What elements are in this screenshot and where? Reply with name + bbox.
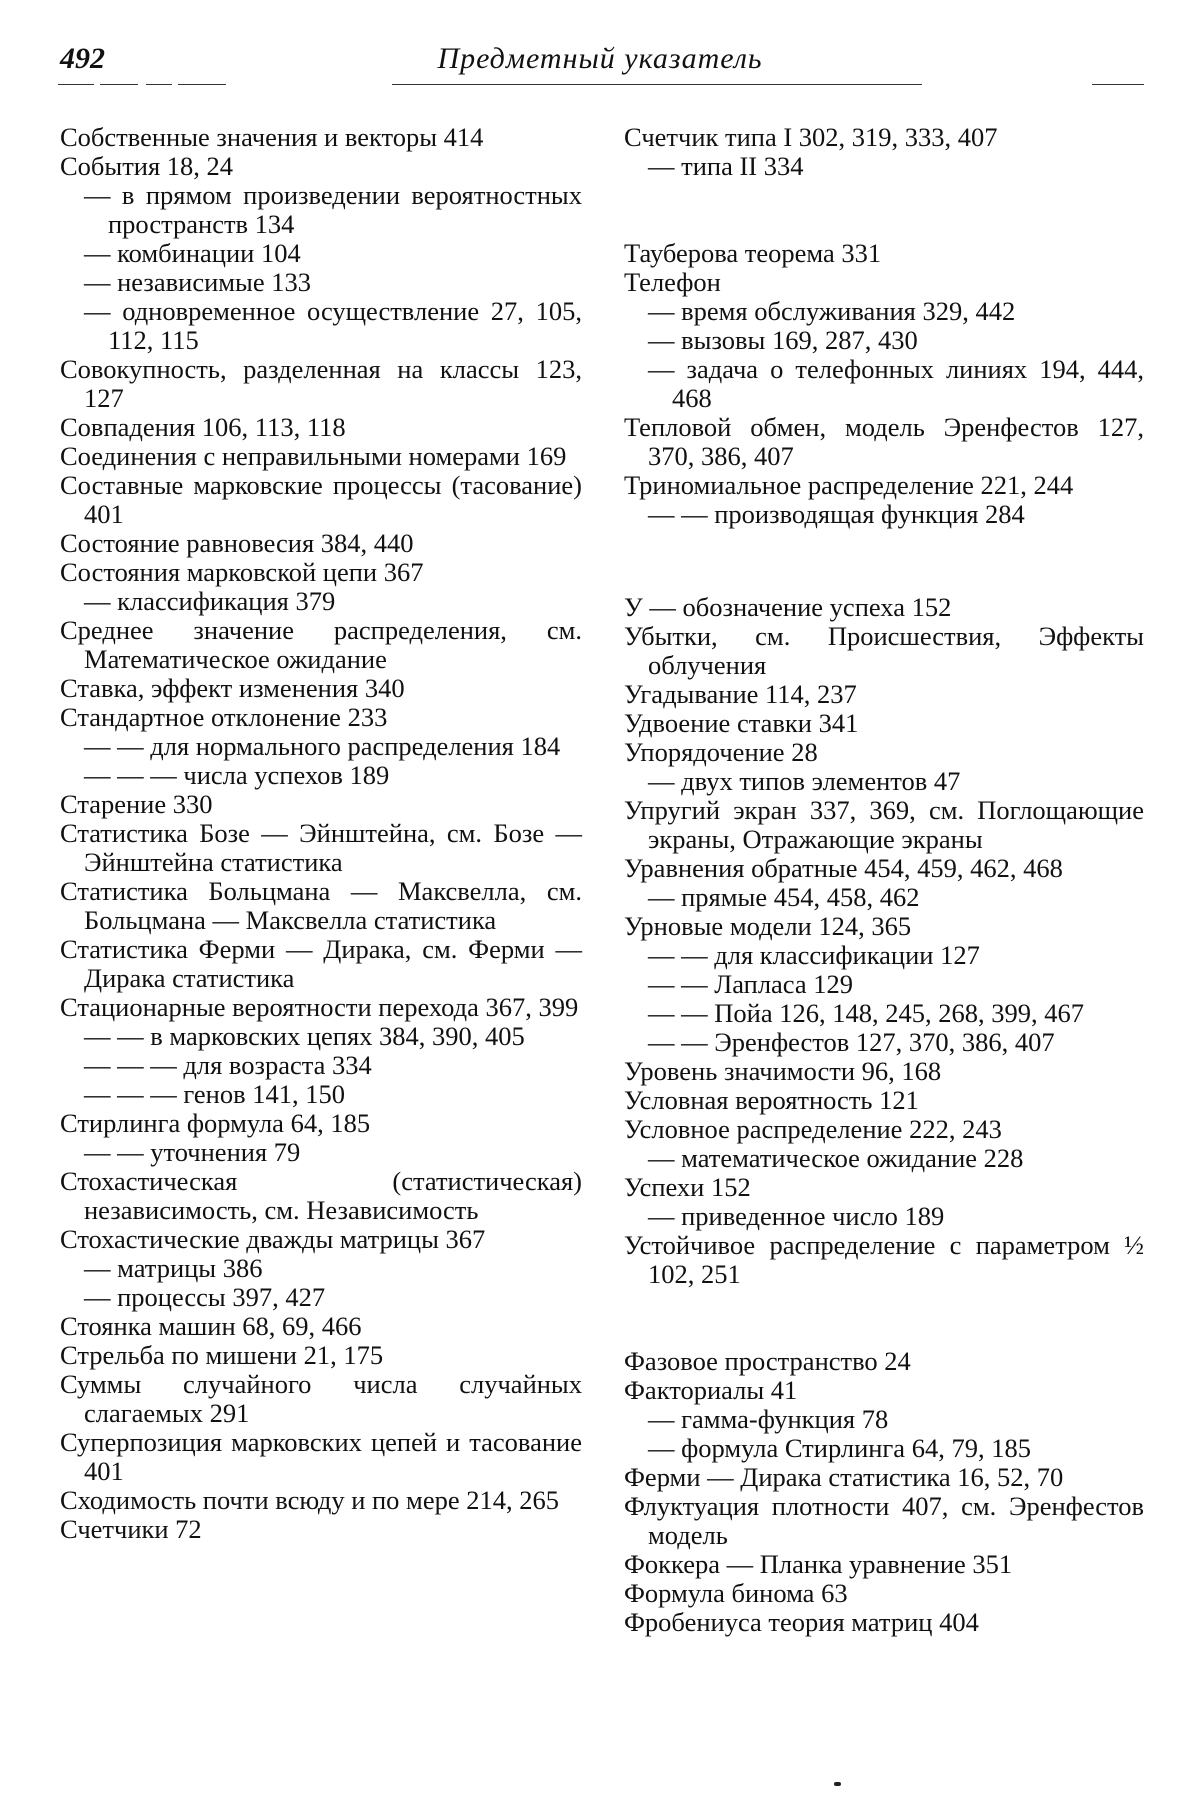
index-subentry: — матрицы 386	[84, 1253, 263, 1283]
index-column-left	[60, 123, 582, 1544]
index-entry: Собственные значения и векторы 414	[60, 122, 484, 152]
index-entry: Угадывание 114, 237	[624, 679, 857, 709]
index-entry: Совпадения 106, 113, 118	[60, 412, 346, 442]
index-entry: Составные марковские процессы (тасование) 401	[60, 470, 582, 529]
index-entry: Стандартное отклонение 233	[60, 702, 388, 732]
index-subentry: — — — генов 141, 150	[84, 1079, 345, 1109]
index-subentry: — классификация 379	[84, 586, 336, 616]
index-subentry: — прямые 454, 458, 462	[648, 882, 920, 912]
index-entry: Уравнения обратные 454, 459, 462, 468	[624, 853, 1063, 883]
index-entry: Упорядочение 28	[624, 737, 818, 767]
index-column-right	[624, 123, 1144, 1637]
index-subentry: — в прямом произведении вероятностных пространств 134	[84, 180, 582, 239]
index-subentry: — — Пойа 126, 148, 245, 268, 399, 467	[648, 998, 1084, 1028]
index-entry: Уровень значимости 96, 168	[624, 1056, 942, 1086]
index-subentry: — — для нормального распределения 184	[84, 731, 561, 761]
index-subentry: — — уточнения 79	[84, 1137, 301, 1167]
header-rule-right	[1092, 84, 1144, 85]
index-entry: Стирлинга формула 64, 185	[60, 1108, 371, 1138]
index-subentry: — — Лапласа 129	[648, 969, 854, 999]
index-entry: Формула бинома 63	[624, 1578, 848, 1608]
index-entry: Успехи 152	[624, 1172, 751, 1202]
header-rule-center	[392, 84, 922, 85]
index-entry: Устойчивое распределение с параметром ½ 102, 251	[624, 1230, 1144, 1289]
index-entry: Статистика Больцмана — Максвелла, см. Больцмана — Максвелла статистика	[60, 876, 582, 935]
index-entry: Суперпозиция марковских цепей и тасование 401	[60, 1427, 582, 1486]
index-entry: Стохастические дважды матрицы 367	[60, 1224, 486, 1254]
index-subentry: — вызовы 169, 287, 430	[648, 325, 918, 355]
index-entry: Телефон	[624, 267, 721, 297]
index-subentry: — приведенное число 189	[648, 1201, 945, 1231]
index-entry: У — обозначение успеха 152	[624, 592, 952, 622]
index-subentry: — — — числа успехов 189	[84, 760, 390, 790]
index-entry: Удвоение ставки 341	[624, 708, 859, 738]
index-entry: Суммы случайного числа случайных слагаемых 291	[60, 1369, 582, 1428]
index-entry: Стационарные вероятности перехода 367, 399	[60, 992, 579, 1022]
index-entry: Фазовое пространство 24	[624, 1346, 911, 1376]
index-subentry: — гамма-функция 78	[648, 1404, 889, 1434]
page-header	[0, 0, 1200, 100]
index-entry: Упругий экран 337, 369, см. Поглощающие экраны, Отражающие экраны	[624, 795, 1144, 854]
index-subentry: — независимые 133	[84, 267, 311, 297]
index-subentry: — — для классификации 127	[648, 940, 980, 970]
index-entry: Ферми — Дирака статистика 16, 52, 70	[624, 1462, 1064, 1492]
index-subentry: — процессы 397, 427	[84, 1282, 326, 1312]
header-rule-left-4	[178, 84, 226, 85]
index-entry: Фробениуса теория матриц 404	[624, 1607, 979, 1637]
index-entry: Тепловой обмен, модель Эренфестов 127, 370, 386, 407	[624, 412, 1144, 471]
index-entry: События 18, 24	[60, 151, 234, 181]
page-number: 492	[60, 42, 105, 75]
header-rule-left-2	[100, 84, 138, 85]
header-rule-left-1	[58, 84, 94, 85]
index-entry: Счетчик типа I 302, 319, 333, 407	[624, 122, 998, 152]
index-subentry: — типа II 334	[648, 151, 804, 181]
index-entry: Триномиальное распределение 221, 244	[624, 470, 1074, 500]
index-entry: Состояние равновесия 384, 440	[60, 528, 414, 558]
header-rule-left-3	[146, 84, 172, 85]
index-subentry: — математическое ожидание 228	[648, 1143, 1024, 1173]
index-entry: Состояния марковской цепи 367	[60, 557, 424, 587]
index-subentry: — время обслуживания 329, 442	[648, 296, 1016, 326]
index-entry: Счетчики 72	[60, 1514, 202, 1544]
index-entry: Среднее значение распределения, см. Математическое ожидание	[60, 615, 582, 674]
page-footer-mark	[834, 1782, 841, 1786]
index-entry: Статистика Ферми — Дирака, см. Ферми — Дирака статистика	[60, 934, 582, 993]
index-entry: Условная вероятность 121	[624, 1085, 919, 1115]
index-entry: Стоянка машин 68, 69, 466	[60, 1311, 362, 1341]
index-entry: Статистика Бозе — Эйнштейна, см. Бозе — Эйнштейна статистика	[60, 818, 582, 877]
index-entry: Условное распределение 222, 243	[624, 1114, 1002, 1144]
index-entry: Сходимость почти всюду и по мере 214, 265	[60, 1485, 559, 1515]
index-subentry: — одновременное осуществление 27, 105, 112, 115	[84, 296, 582, 355]
index-subentry: — двух типов элементов 47	[648, 766, 961, 796]
running-title: Предметный указатель	[437, 42, 763, 75]
index-entry: Факториалы 41	[624, 1375, 798, 1405]
index-entry: Фоккера — Планка уравнение 351	[624, 1549, 1013, 1579]
index-entry: Ставка, эффект изменения 340	[60, 673, 405, 703]
index-entry: Урновые модели 124, 365	[624, 911, 912, 941]
index-subentry: — формула Стирлинга 64, 79, 185	[648, 1433, 1031, 1463]
index-subentry: — — производящая функция 284	[648, 499, 1025, 529]
index-entry: Тауберова теорема 331	[624, 238, 882, 268]
index-subentry: — — Эренфестов 127, 370, 386, 407	[648, 1027, 1055, 1057]
index-entry: Убытки, см. Происшествия, Эффекты облучения	[624, 621, 1144, 680]
index-subentry: — комбинации 104	[84, 238, 301, 268]
index-entry: Стрельба по мишени 21, 175	[60, 1340, 384, 1370]
index-subentry: — — — для возраста 334	[84, 1050, 372, 1080]
index-entry: Стохастическая (статистическая) независимость, см. Независимость	[60, 1166, 582, 1225]
index-subentry: — задача о телефонных линиях 194, 444, 468	[648, 354, 1144, 413]
index-entry: Совокупность, разделенная на классы 123, 127	[60, 354, 582, 413]
index-entry: Соединения с неправильными номерами 169	[60, 441, 567, 471]
index-entry: Старение 330	[60, 789, 213, 819]
index-subentry: — — в марковских цепях 384, 390, 405	[84, 1021, 525, 1051]
index-entry: Флуктуация плотности 407, см. Эренфестов модель	[624, 1491, 1144, 1550]
